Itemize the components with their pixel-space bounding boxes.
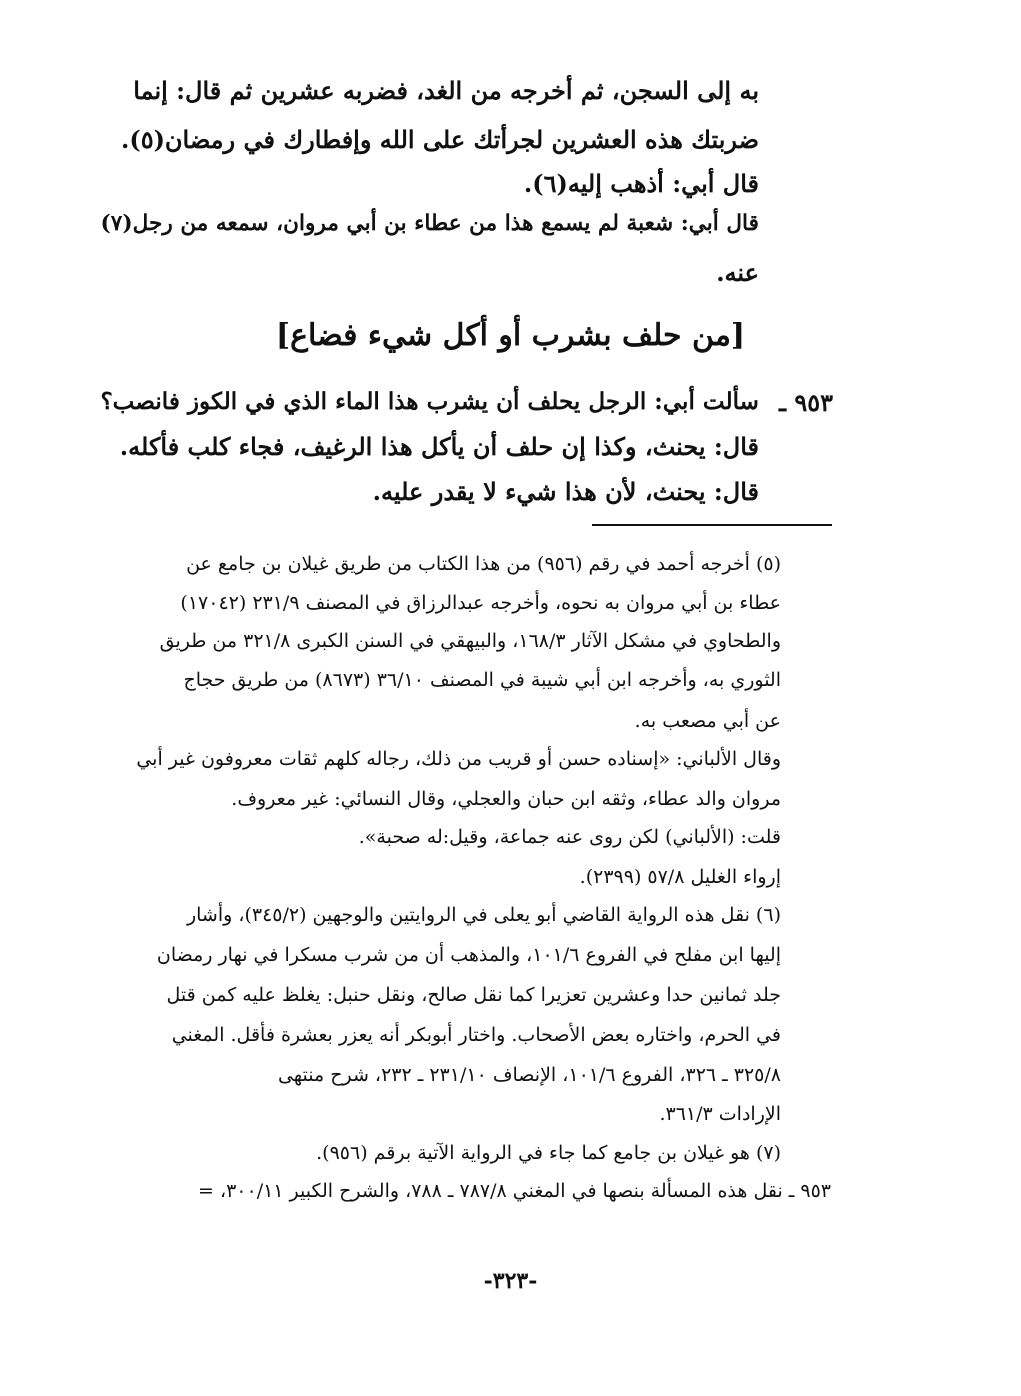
question-number: ٩٥٣ ـ [778,388,833,417]
footnote-line-1: (٥) أخرجه أحمد في رقم (٩٥٦) من هذا الكتاب من طريق غيلان بن جامع عن [186,553,781,575]
footnote-line-13: في الحرم، واختاره بعض الأصحاب. واختار أبوبكر أنه يعزر بعشرة فأقل. المغني [171,1024,781,1046]
body-line-5: عنه. [716,258,759,287]
footnote-line-6: وقال الألباني: «إسناده حسن أو قريب من ذلك، رجاله كلهم ثقات معروفون غير أبي [136,748,781,770]
footnote-line-11: إليها ابن مفلح في الفروع ١٠١/٦، والمذهب أن من شرب مسكرا في نهار رمضان [156,944,781,966]
footnote-line-14: ٣٢٥/٨ ـ ٣٢٦، الفروع ١٠١/٦، الإنصاف ٢٣١/١٠ ـ ٢٣٢، شرح منتهى [277,1064,781,1086]
footnote-line-2: عطاء بن أبي مروان به نحوه، وأخرجه عبدالرزاق في المصنف ٢٣١/٩ (١٧٠٤٢) [180,592,781,614]
question-line-2: قال: يحنث، وكذا إن حلف أن يأكل هذا الرغيف، فجاء كلب فأكله. [119,432,759,461]
footnote-line-3: والطحاوي في مشكل الآثار ١٦٨/٣، والبيهقي في السنن الكبرى ٣٢١/٨ من طريق [159,630,781,652]
footnote-line-9: إرواء الغليل ٥٧/٨ (٢٣٩٩). [579,866,781,888]
question-line-3: قال: يحنث، لأن هذا شيء لا يقدر عليه. [372,477,759,506]
body-line-1: به إلى السجن، ثم أخرجه من الغد، فضربه عشرين ثم قال: إنما [133,76,759,105]
body-line-2: ضربتك هذه العشرين لجرأتك على الله وإفطارك في رمضان(٥). [120,125,759,154]
body-line-4: قال أبي: شعبة لم يسمع هذا من عطاء بن أبي مروان، سمعه من رجل(٧) [100,211,759,236]
footnote-separator [592,524,832,526]
question-line-1: سألت أبي: الرجل يحلف أن يشرب هذا الماء الذي في الكوز فانصب؟ [100,388,759,415]
footnote-line-12: جلد ثمانين حدا وعشرين تعزيرا كما نقل صالح، ونقل حنبل: يغلظ عليه كمن قتل [166,984,781,1006]
section-heading: [من حلف بشرب أو أكل شيء فضاع] [275,318,746,353]
footnote-line-10: (٦) نقل هذه الرواية القاضي أبو يعلى في الروايتين والوجهين (٣٤٥/٢)، وأشار [186,904,781,926]
footnote-line-15: الإرادات ٣٦١/٣. [659,1103,781,1125]
body-line-3: قال أبي: أذهب إليه(٦). [523,169,759,198]
footnote-line-17: ٩٥٣ ـ نقل هذه المسألة بنصها في المغني ٧٨٧/٨ ـ ٧٨٨، والشرح الكبير ٣٠٠/١١، = [197,1180,831,1202]
page-number: -٣٢٣- [483,1268,538,1294]
footnote-line-8: قلت: (الألباني) لكن روى عنه جماعة، وقيل:له صحبة». [358,826,781,848]
footnote-line-16: (٧) هو غيلان بن جامع كما جاء في الرواية الآتية برقم (٩٥٦). [316,1142,781,1164]
footnote-line-4: الثوري به، وأخرجه ابن أبي شيبة في المصنف ٣٦/١٠ (٨٦٧٣) من طريق حجاج [183,669,781,691]
footnote-line-5: عن أبي مصعب به. [634,710,781,732]
footnote-line-7: مروان والد عطاء، وثقه ابن حبان والعجلي، وقال النسائي: غير معروف. [231,788,781,810]
